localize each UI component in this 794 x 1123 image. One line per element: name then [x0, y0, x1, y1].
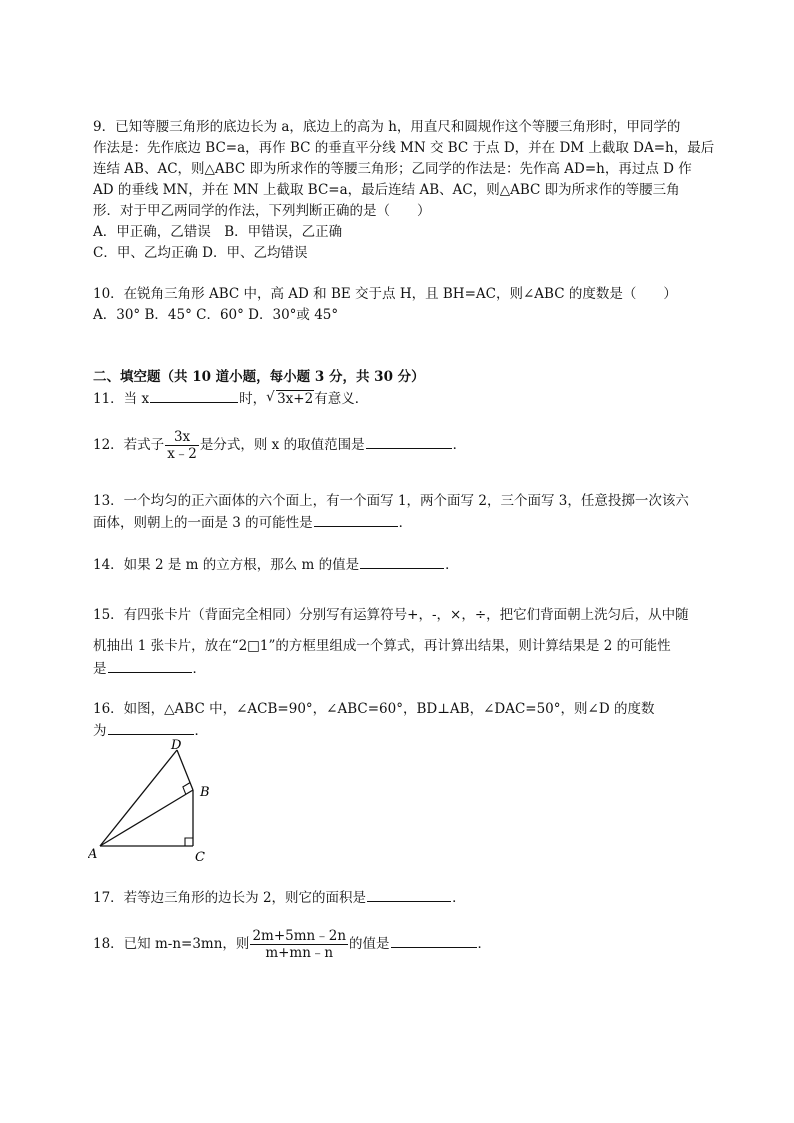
- label-b: B: [200, 785, 210, 800]
- q16-line-1: 16．如图，△ABC 中，∠ACB=90°，∠ABC=60°，BD⊥AB，∠DAC=50°，则∠D 的度数: [93, 701, 655, 717]
- q18-denominator: m+mn﹣n: [265, 945, 334, 961]
- q15-line-1: 15．有四张卡片（背面完全相同）分别写有运算符号+，-，×，÷，把它们背面朝上洗匀后，从中随: [93, 607, 689, 623]
- sqrt-sign-icon: √: [266, 389, 275, 405]
- q12-middle: 是分式，则 x 的取值范围是: [199, 437, 365, 453]
- q9-options-ab: A．甲正确，乙错误 B．甲错误，乙正确: [93, 224, 343, 240]
- q9-line-3: 连结 AB、AC，则△ABC 即为所求作的等腰三角形；乙同学的作法是：先作高 AD=h，再过点 D 作: [93, 161, 692, 177]
- segment-ab: [100, 790, 193, 846]
- q15-line-3: [93, 658, 206, 679]
- q18-middle: 的值是: [349, 936, 390, 952]
- q10-stem: 10．在锐角三角形 ABC 中，高 AD 和 BE 交于点 H，且 BH=AC，则∠ABC 的度数是（ ）: [93, 286, 677, 302]
- q11-sqrt-expression: [266, 389, 314, 409]
- label-a: A: [88, 847, 98, 862]
- q18: [93, 926, 491, 962]
- q11-answer-blank[interactable]: [150, 388, 238, 403]
- right-angle-c-icon: [185, 838, 193, 846]
- q9-line-5: 形．对于甲乙两同学的作法，下列判断正确的是（ ）: [93, 203, 431, 219]
- q13-line-2: [93, 512, 412, 533]
- q9-line-4: AD 的垂线 MN，并在 MN 上截取 BC=a，最后连结 AB、AC，则△ABC 即为所求作的等腰三角: [93, 182, 680, 198]
- q14-prefix: 14．如果 2 是 m 的立方根，那么 m 的值是: [93, 557, 360, 573]
- q11-suffix: 有意义．: [314, 391, 369, 407]
- q9-line-2: 作法是：先作底边 BC=a，再作 BC 的垂直平分线 MN 交 BC 于点 D，并在 DM 上截取 DA=h，最后: [93, 140, 715, 156]
- q18-answer-blank[interactable]: [391, 933, 477, 948]
- q12-fraction: [165, 429, 199, 462]
- q11-middle: 时，: [239, 391, 267, 407]
- q15-line-2: 机抽出 1 张卡片，放在“2□1”的方框里组成一个算式，再计算出结果，则计算结果是 2 的可能性: [93, 638, 671, 654]
- q16-answer-blank[interactable]: [108, 720, 194, 735]
- segment-ad: [100, 750, 177, 846]
- q12-denominator: x﹣2: [167, 446, 197, 462]
- q12-answer-blank[interactable]: [366, 434, 452, 449]
- label-d: D: [171, 738, 182, 753]
- q11-prefix: 11．当 x: [93, 391, 150, 407]
- q18-suffix: ．: [477, 936, 492, 952]
- q12-suffix: ．: [452, 437, 467, 453]
- q12: [93, 428, 466, 462]
- q11: [93, 388, 368, 409]
- q13-line-2-text: 面体，则朝上的一面是 3 的可能性是: [93, 515, 313, 531]
- q14-answer-blank[interactable]: [360, 554, 444, 569]
- q17: [93, 887, 466, 908]
- q18-numerator: 2m+5mn﹣2n: [252, 928, 347, 944]
- q14-suffix: ．: [445, 557, 459, 573]
- q15-answer-blank[interactable]: [108, 658, 192, 673]
- q14: [93, 554, 459, 575]
- q12-prefix: 12．若式子: [93, 437, 165, 453]
- segment-bd: [177, 750, 193, 790]
- q18-prefix: 18．已知 m-n=3mn，则: [93, 936, 250, 952]
- q11-radicand: 3x+2: [277, 391, 314, 407]
- q15-suffix: ．: [192, 661, 206, 677]
- section-2-heading: 二、填空题（共 10 道小题，每小题 3 分，共 30 分）: [93, 369, 425, 385]
- q13-line-1: 13．一个均匀的正六面体的六个面上，有一个面写 1，两个面写 2，三个面写 3，任意投掷一次该六: [93, 493, 689, 509]
- q9-options-cd: C．甲、乙均正确 D．甲、乙均错误: [93, 245, 308, 261]
- q13-answer-blank[interactable]: [314, 512, 398, 527]
- q17-prefix: 17．若等边三角形的边长为 2，则它的面积是: [93, 890, 367, 906]
- q16-suffix: ．: [194, 723, 208, 739]
- q12-numerator: 3x: [165, 429, 199, 446]
- q16-triangle-figure: [88, 738, 223, 863]
- q9-line-1: 9．已知等腰三角形的底边长为 a，底边上的高为 h，用直尺和圆规作这个等腰三角形时，甲同学的: [93, 119, 681, 135]
- q15-line-3-text: 是: [93, 661, 107, 677]
- q17-answer-blank[interactable]: [367, 887, 451, 902]
- q10-options: A．30° B．45° C．60° D．30°或 45°: [93, 307, 339, 323]
- q18-fraction: [250, 928, 348, 961]
- label-c: C: [195, 850, 205, 863]
- q17-suffix: ．: [452, 890, 466, 906]
- q13-suffix: ．: [398, 515, 413, 531]
- q16-line-2-text: 为: [93, 723, 107, 739]
